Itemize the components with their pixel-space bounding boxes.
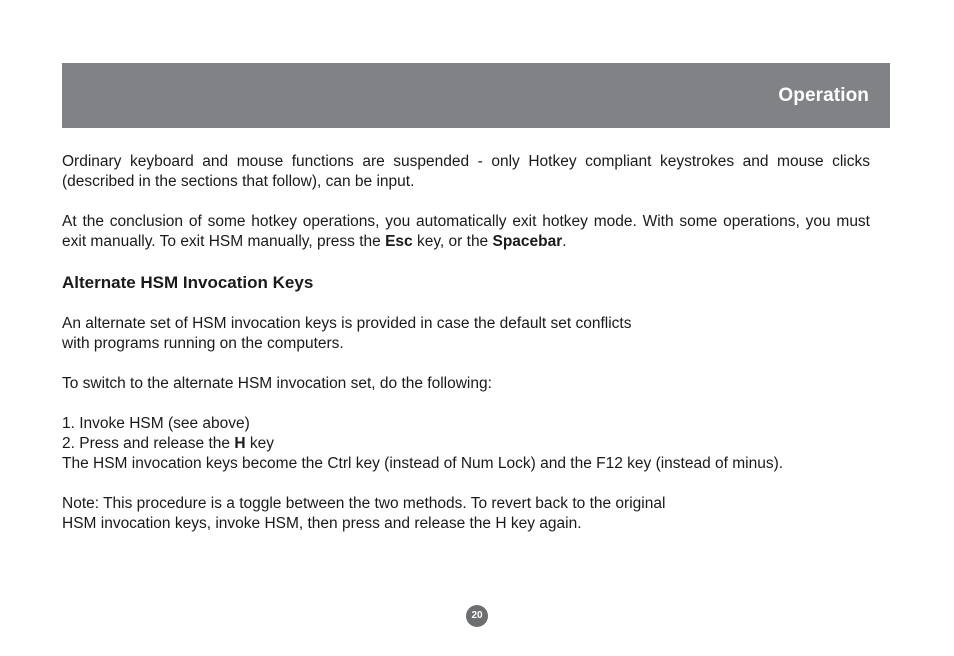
paragraph-suspended-functions: Ordinary keyboard and mouse functions are suspended - only Hotkey compliant keystrokes and mouse clicks (described in the sections that follow), can be input. [62,153,870,190]
list-item-step-1: 1. Invoke HSM (see above) [62,415,250,432]
page-number-badge: 20 [466,605,488,627]
paragraph-alternate-line1: An alternate set of HSM invocation keys is provided in case the default set conflicts [62,315,632,332]
paragraph-switch-instructions: To switch to the alternate HSM invocation set, do the following: [62,375,492,392]
step-text: key [245,435,274,452]
esc-key-label: Esc [385,233,413,250]
h-key-label: H [234,435,246,452]
paragraph-text: . [562,233,567,250]
paragraph-text: key, or the [412,233,493,250]
paragraph-result: The HSM invocation keys become the Ctrl key (instead of Num Lock) and the F12 key (instead of minus). [62,455,784,472]
page-title: Operation [778,85,869,106]
section-heading: Alternate HSM Invocation Keys [62,273,314,292]
header-bar [62,63,890,128]
note-line2: HSM invocation keys, invoke HSM, then press and release the H key again. [62,515,582,532]
content [62,152,870,534]
paragraph-text: At the conclusion of some hotkey operations, you automatically exit hotkey mode. With some operations, you must exit manually. To exit HSM manually, press the [62,213,870,250]
list-item-step-2 [62,434,870,454]
paragraph-alternate-line2: with programs running on the computers. [62,335,344,352]
note-line1: Note: This procedure is a toggle between the two methods. To revert back to the original [62,495,666,512]
spacebar-key-label: Spacebar [492,233,563,250]
paragraph-exit-hotkey-mode [62,212,870,252]
step-text: 2. Press and release the [62,435,235,452]
